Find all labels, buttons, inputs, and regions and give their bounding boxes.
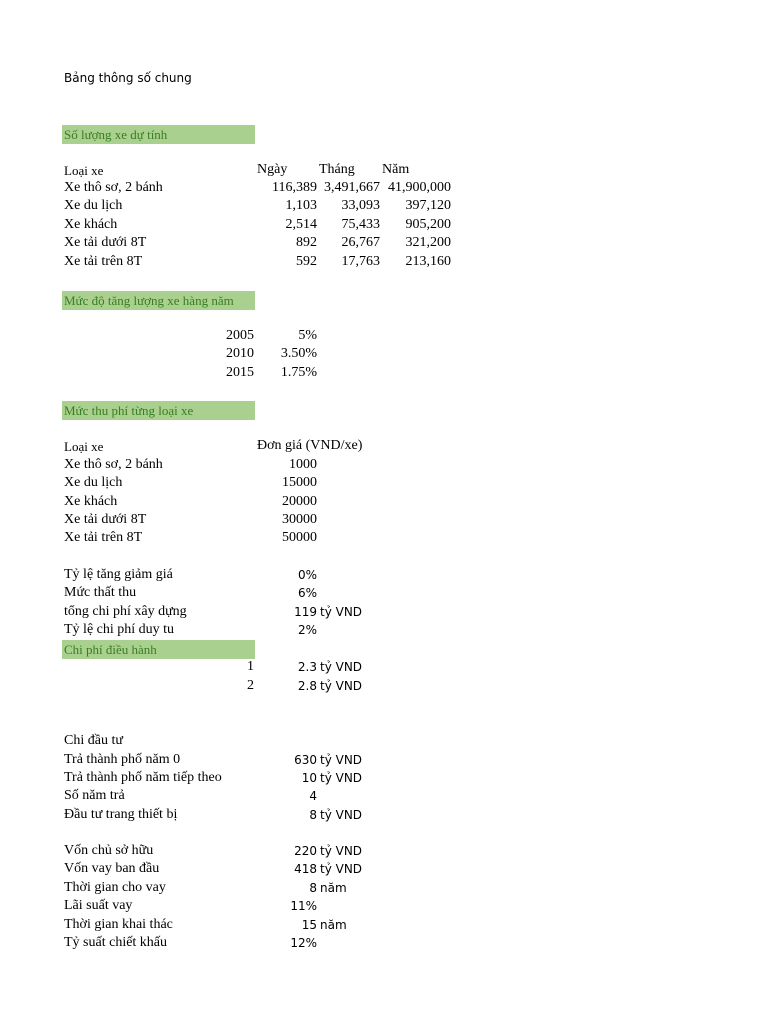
row-label: Xe khách (64, 494, 118, 509)
cell-month[interactable]: 75,433 (341, 217, 380, 232)
section-header-growth-rate[interactable]: Mức độ tăng lượng xe hàng năm (62, 291, 255, 310)
col-label-month: Tháng (319, 162, 355, 177)
cell-price[interactable]: 30000 (282, 512, 317, 527)
row-label: Xe du lịch (64, 475, 123, 490)
param-label: tổng chi phí xây dựng (64, 604, 187, 619)
investment-unit: tỷ VND (320, 771, 363, 785)
growth-rate[interactable]: 5% (298, 328, 317, 343)
cost-value[interactable]: 2.3 (297, 660, 317, 674)
param-value[interactable]: 2% (297, 623, 317, 637)
param-value[interactable]: 6% (297, 586, 317, 600)
finance-label: Vốn chủ sở hữu (64, 843, 154, 858)
cell-price[interactable]: 15000 (282, 475, 317, 490)
cost-index: 1 (247, 659, 254, 674)
cell-year[interactable]: 397,120 (405, 198, 451, 213)
col-label-year: Năm (382, 162, 410, 177)
param-unit: tỷ VND (320, 605, 363, 619)
cell-price[interactable]: 1000 (289, 457, 317, 472)
param-label: Tỷ lệ chi phí duy tu (64, 622, 175, 637)
investment-value[interactable]: 8 (309, 808, 317, 822)
col-label-vehicle-type: Loại xe (64, 439, 104, 454)
sheet-title: Bảng thông số chung (64, 71, 192, 85)
row-label: Xe du lịch (64, 198, 123, 213)
cost-unit: tỷ VND (320, 679, 363, 693)
cell-price[interactable]: 50000 (282, 530, 317, 545)
param-value[interactable]: 119 (294, 605, 317, 619)
investment-label: Đầu tư trang thiết bị (64, 807, 178, 822)
cell-year[interactable]: 905,200 (405, 217, 451, 232)
investment-label: Số năm trả (64, 788, 125, 803)
cost-index: 2 (247, 678, 254, 693)
cell-day[interactable]: 116,389 (272, 180, 317, 195)
param-label: Tỷ lệ tăng giảm giá (64, 567, 173, 582)
finance-label: Tỷ suất chiết khấu (64, 935, 168, 950)
cell-day[interactable]: 892 (296, 235, 317, 250)
row-label: Xe khách (64, 217, 118, 232)
finance-unit: tỷ VND (320, 844, 363, 858)
cost-value[interactable]: 2.8 (297, 679, 317, 693)
row-label: Xe tải trên 8T (64, 530, 143, 545)
row-label: Xe tải trên 8T (64, 254, 143, 269)
cell-month[interactable]: 26,767 (341, 235, 380, 250)
investment-unit: tỷ VND (320, 753, 363, 767)
section-header-vehicle-count[interactable]: Số lượng xe dự tính (62, 125, 255, 144)
cell-year[interactable]: 41,900,000 (388, 180, 451, 195)
growth-year: 2010 (226, 346, 254, 361)
investment-label: Trả thành phố năm 0 (64, 752, 181, 767)
cell-month[interactable]: 17,763 (341, 254, 380, 269)
finance-value[interactable]: 220 (294, 844, 317, 858)
section-header-operating-cost[interactable]: Chi phí điều hành (62, 640, 255, 659)
section-header-toll-fee[interactable]: Mức thu phí từng loại xe (62, 401, 255, 420)
investment-value[interactable]: 10 (301, 771, 317, 785)
cell-year[interactable]: 213,160 (405, 254, 451, 269)
growth-rate[interactable]: 1.75% (280, 365, 317, 380)
growth-year: 2015 (226, 365, 254, 380)
col-label-unit-price: Đơn giá (VND/xe) (257, 438, 363, 453)
finance-value[interactable]: 8 (309, 881, 317, 895)
growth-year: 2005 (226, 328, 254, 343)
investment-value[interactable]: 630 (294, 753, 317, 767)
row-label: Xe tải dưới 8T (64, 235, 147, 250)
investment-unit: tỷ VND (320, 808, 363, 822)
param-value[interactable]: 0% (297, 568, 317, 582)
cell-day[interactable]: 592 (296, 254, 317, 269)
finance-label: Thời gian cho vay (64, 880, 166, 895)
col-label-vehicle-type: Loại xe (64, 163, 104, 178)
investment-value[interactable]: 4 (309, 789, 317, 803)
row-label: Xe thô sơ, 2 bánh (64, 180, 163, 195)
cell-month[interactable]: 33,093 (341, 198, 380, 213)
finance-label: Lãi suất vay (64, 898, 133, 913)
finance-value[interactable]: 418 (294, 862, 317, 876)
cell-price[interactable]: 20000 (282, 494, 317, 509)
finance-label: Thời gian khai thác (64, 917, 173, 932)
investment-title: Chi đầu tư (64, 733, 123, 748)
finance-value[interactable]: 11% (290, 899, 317, 913)
cost-unit: tỷ VND (320, 660, 363, 674)
finance-value[interactable]: 15 (301, 918, 317, 932)
cell-day[interactable]: 1,103 (285, 198, 317, 213)
finance-value[interactable]: 12% (290, 936, 317, 950)
cell-day[interactable]: 2,514 (285, 217, 317, 232)
col-label-day: Ngày (257, 162, 288, 177)
cell-year[interactable]: 321,200 (405, 235, 451, 250)
investment-label: Trả thành phố năm tiếp theo (64, 770, 222, 785)
finance-unit: năm (320, 918, 347, 932)
param-label: Mức thất thu (64, 585, 137, 600)
growth-rate[interactable]: 3.50% (280, 346, 317, 361)
finance-unit: năm (320, 881, 347, 895)
row-label: Xe thô sơ, 2 bánh (64, 457, 163, 472)
cell-month[interactable]: 3,491,667 (324, 180, 380, 195)
finance-unit: tỷ VND (320, 862, 363, 876)
finance-label: Vốn vay ban đầu (64, 861, 160, 876)
row-label: Xe tải dưới 8T (64, 512, 147, 527)
